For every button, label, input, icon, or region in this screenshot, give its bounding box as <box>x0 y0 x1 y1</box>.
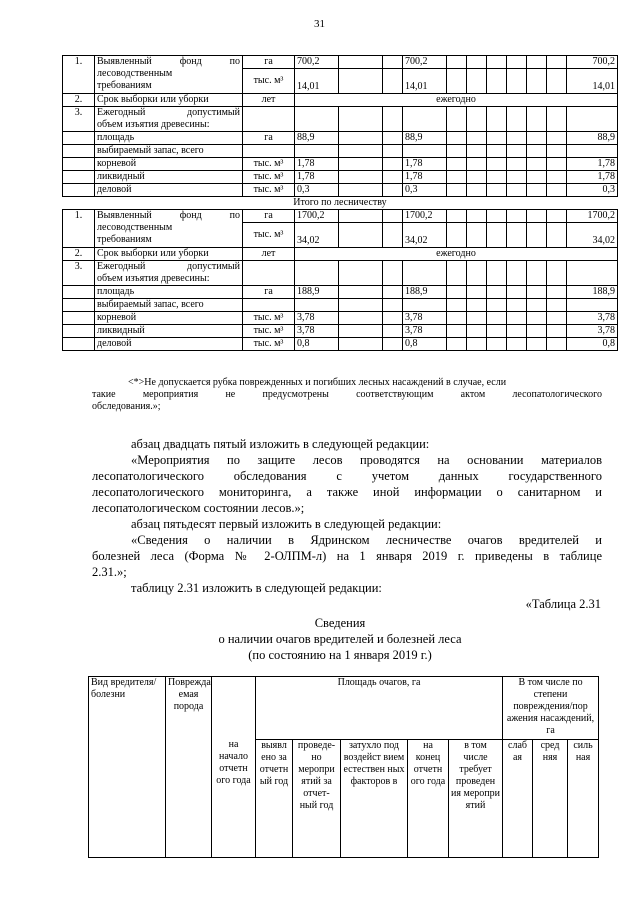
table-cell <box>527 261 547 286</box>
table-cell <box>467 325 487 338</box>
table-cell: 0,8 <box>403 338 447 351</box>
table-cell <box>507 158 527 171</box>
paragraph: болезней леса (Форма № 2-ОЛПМ-л) на 1 января 2019 г. приведены в таблице <box>92 549 602 563</box>
table-cell <box>339 223 383 248</box>
table-cell <box>547 184 567 197</box>
table-cell <box>487 261 507 286</box>
table-cell <box>63 338 95 351</box>
table-cell <box>447 145 467 158</box>
table-cell <box>295 299 339 312</box>
table-cell: деловой <box>95 338 243 351</box>
table-cell: выбираемый запас, всего <box>95 145 243 158</box>
sub-header: проведе- но меропри ятий за отчет- ный год <box>293 739 341 858</box>
table-cell: 0,3 <box>295 184 339 197</box>
table-cell <box>507 107 527 132</box>
table-cell <box>507 56 527 69</box>
table-cell: 1700,2 <box>567 210 618 223</box>
table-cell <box>507 132 527 145</box>
table-cell <box>339 184 383 197</box>
table-cell: деловой <box>95 184 243 197</box>
table-cell: 88,9 <box>567 132 618 145</box>
table-cell <box>403 299 447 312</box>
table-cell <box>487 145 507 158</box>
paragraph: абзац пятьдесят первый изложить в следующей редакции: <box>131 517 442 531</box>
table-cell <box>243 299 295 312</box>
header-degree: В том числе по степени повреждения/пор ажения насаждений, га <box>503 677 599 740</box>
table-cell: 1700,2 <box>403 210 447 223</box>
table-cell <box>527 107 547 132</box>
table-cell: выбираемый запас, всего <box>95 299 243 312</box>
table-cell <box>527 286 547 299</box>
table-cell <box>63 158 95 171</box>
table-cell: 3,78 <box>403 312 447 325</box>
table-cell: тыс. м³ <box>243 312 295 325</box>
table-cell <box>383 286 403 299</box>
table-cell <box>63 299 95 312</box>
paragraph: абзац двадцать пятый изложить в следующей редакции: <box>131 437 430 451</box>
table-cell: лет <box>243 94 295 107</box>
table-cell <box>243 107 295 132</box>
table-label: «Таблица 2.31 <box>525 597 601 611</box>
table-cell <box>467 145 487 158</box>
table-cell <box>295 261 339 286</box>
table-cell <box>527 338 547 351</box>
table-cell <box>567 299 618 312</box>
table-cell <box>295 145 339 158</box>
table-cell <box>547 132 567 145</box>
table-cell <box>547 338 567 351</box>
table-cell <box>567 261 618 286</box>
table-cell <box>339 312 383 325</box>
table-cell: 0,3 <box>403 184 447 197</box>
table-cell <box>467 158 487 171</box>
table-cell: 0,8 <box>567 338 618 351</box>
table-cell <box>63 325 95 338</box>
table-cell <box>527 56 547 69</box>
header-pest: Вид вредителя/ болезни <box>89 677 166 858</box>
table-cell <box>63 132 95 145</box>
table-cell <box>63 184 95 197</box>
table-cell <box>487 210 507 223</box>
table-cell: 3,78 <box>295 312 339 325</box>
table-cell <box>547 107 567 132</box>
table-cell: 1. <box>63 210 95 248</box>
table-cell <box>547 325 567 338</box>
table-cell <box>383 145 403 158</box>
table-cell: тыс. м³ <box>243 158 295 171</box>
table-cell <box>383 325 403 338</box>
table-cell: 700,2 <box>567 56 618 69</box>
table-cell <box>383 107 403 132</box>
table-cell <box>467 338 487 351</box>
table-cell <box>403 261 447 286</box>
table-cell <box>295 107 339 132</box>
table-cell: га <box>243 132 295 145</box>
table-cell <box>339 56 383 69</box>
table-cell <box>447 69 467 94</box>
table-cell <box>487 171 507 184</box>
table-cell <box>507 69 527 94</box>
table-cell <box>339 132 383 145</box>
table-cell <box>63 145 95 158</box>
table-cell: 1,78 <box>403 171 447 184</box>
table-cell: 700,2 <box>295 56 339 69</box>
table-cell <box>339 325 383 338</box>
table-cell: лет <box>243 248 295 261</box>
table-cell <box>339 338 383 351</box>
table-cell <box>383 261 403 286</box>
table-title: (по состоянию на 1 января 2019 г.) <box>248 648 432 662</box>
table-cell <box>507 312 527 325</box>
table-cell <box>339 145 383 158</box>
table-cell <box>547 56 567 69</box>
table-cell <box>339 286 383 299</box>
table-title: о наличии очагов вредителей и болезней леса <box>218 632 462 646</box>
table-cell: Ежегодный допустимый объем изъятия древесины: <box>95 107 243 132</box>
table-cell <box>527 325 547 338</box>
table-cell <box>487 286 507 299</box>
table-cell <box>467 132 487 145</box>
table-cell: 1,78 <box>295 158 339 171</box>
table-title: Сведения <box>314 616 366 630</box>
table-cell: 3. <box>63 107 95 132</box>
table-cell <box>467 210 487 223</box>
table-cell: тыс. м³ <box>243 325 295 338</box>
table-cell <box>487 312 507 325</box>
table-cell <box>487 132 507 145</box>
table-cell: 88,9 <box>295 132 339 145</box>
table-cell <box>339 158 383 171</box>
table-cell <box>63 286 95 299</box>
table-cell <box>487 338 507 351</box>
table-cell <box>339 210 383 223</box>
felling-volume-table <box>62 55 618 351</box>
table-cell <box>547 171 567 184</box>
table-cell <box>527 184 547 197</box>
table-cell <box>339 171 383 184</box>
table-cell: 34,02 <box>295 223 339 248</box>
table-cell <box>507 223 527 248</box>
sub-header: в том числе требует проведен ия меропри ятий <box>449 739 503 858</box>
table-cell: Срок выборки или уборки <box>95 248 243 261</box>
table-cell: площадь <box>95 286 243 299</box>
table-cell <box>383 312 403 325</box>
table-cell <box>447 171 467 184</box>
table-cell <box>383 299 403 312</box>
table-cell <box>383 69 403 94</box>
table-cell <box>527 223 547 248</box>
table-cell <box>447 299 467 312</box>
table-cell: 2. <box>63 248 95 261</box>
table-cell <box>403 145 447 158</box>
paragraph: лесопатологическом состоянии лесов.»; <box>92 501 305 515</box>
table-cell <box>487 184 507 197</box>
table-cell <box>527 132 547 145</box>
table-cell <box>547 69 567 94</box>
table-cell <box>507 210 527 223</box>
table-cell <box>447 132 467 145</box>
table-cell: ликвидный <box>95 325 243 338</box>
table-cell <box>243 261 295 286</box>
table-cell: 3. <box>63 261 95 286</box>
table-cell <box>547 261 567 286</box>
table-cell <box>547 223 567 248</box>
table-cell <box>467 299 487 312</box>
table-cell <box>383 158 403 171</box>
table-cell <box>447 158 467 171</box>
table-cell <box>527 299 547 312</box>
header-breed: Поврежда емая порода <box>166 677 212 858</box>
table-cell: тыс. м³ <box>243 171 295 184</box>
table-cell: 1700,2 <box>295 210 339 223</box>
table-cell <box>507 325 527 338</box>
table-cell: 188,9 <box>295 286 339 299</box>
table-cell <box>447 210 467 223</box>
sub-header: слаб ая <box>503 739 533 858</box>
table-cell <box>447 286 467 299</box>
table-cell: 34,02 <box>567 223 618 248</box>
paragraph: «Мероприятия по защите лесов проводятся на основании материалов <box>131 453 602 467</box>
table-cell: 3,78 <box>295 325 339 338</box>
table-cell: 14,01 <box>567 69 618 94</box>
table-cell <box>467 223 487 248</box>
table-cell: 1,78 <box>295 171 339 184</box>
table-cell <box>467 184 487 197</box>
table-cell <box>487 158 507 171</box>
table-cell <box>507 171 527 184</box>
table-cell: ежегодно <box>295 248 618 261</box>
table-cell: Ежегодный допустимый объем изъятия древесины: <box>95 261 243 286</box>
table-cell: Срок выборки или уборки <box>95 94 243 107</box>
paragraph: таблицу 2.31 изложить в следующей редакции: <box>131 581 382 595</box>
page-number: 31 <box>314 18 325 30</box>
table-cell <box>547 286 567 299</box>
table-cell <box>447 107 467 132</box>
table-cell <box>487 299 507 312</box>
table-cell <box>487 56 507 69</box>
table-cell <box>403 107 447 132</box>
table-cell <box>447 338 467 351</box>
table-cell <box>339 261 383 286</box>
table-cell <box>547 312 567 325</box>
table-cell <box>547 299 567 312</box>
table-cell: Выявленный фонд по лесоводственным требованиям <box>95 210 243 248</box>
table-cell: 88,9 <box>403 132 447 145</box>
table-cell: корневой <box>95 312 243 325</box>
sub-header: силь ная <box>568 739 599 858</box>
table-cell <box>339 299 383 312</box>
table-cell: га <box>243 56 295 69</box>
table-cell: тыс. м³ <box>243 69 295 94</box>
table-cell: 2. <box>63 94 95 107</box>
table-cell: тыс. м³ <box>243 184 295 197</box>
table-cell <box>243 145 295 158</box>
table-cell <box>527 312 547 325</box>
pest-foci-table <box>88 676 599 858</box>
table-cell <box>383 171 403 184</box>
table-cell: 0,3 <box>567 184 618 197</box>
table-cell <box>547 210 567 223</box>
table-cell <box>63 171 95 184</box>
table-cell: Выявленный фонд по лесоводственным требованиям <box>95 56 243 94</box>
table-cell <box>383 210 403 223</box>
table-cell <box>507 286 527 299</box>
table-cell <box>339 69 383 94</box>
table-cell <box>63 312 95 325</box>
table-cell <box>383 184 403 197</box>
table-cell <box>487 325 507 338</box>
sub-header: выявл ено за отчетн ый год <box>256 739 293 858</box>
table-cell: 1,78 <box>567 171 618 184</box>
table-cell <box>467 171 487 184</box>
table-cell <box>547 145 567 158</box>
table-cell <box>447 184 467 197</box>
table-cell <box>507 145 527 158</box>
table-cell: 700,2 <box>403 56 447 69</box>
paragraph: «Сведения о наличии в Ядринском лесничестве очагов вредителей и <box>131 533 602 547</box>
table-cell <box>447 223 467 248</box>
table-cell <box>487 69 507 94</box>
table-cell: га <box>243 286 295 299</box>
table-cell <box>527 171 547 184</box>
table-cell <box>527 145 547 158</box>
table-cell: 1,78 <box>567 158 618 171</box>
table-cell: корневой <box>95 158 243 171</box>
table-cell <box>467 261 487 286</box>
table-cell: 1. <box>63 56 95 94</box>
table-cell <box>339 107 383 132</box>
table-cell: тыс. м³ <box>243 338 295 351</box>
table-cell <box>447 325 467 338</box>
table-cell: 188,9 <box>567 286 618 299</box>
table-cell <box>467 286 487 299</box>
table-cell <box>567 145 618 158</box>
table-cell <box>507 338 527 351</box>
table-cell: 188,9 <box>403 286 447 299</box>
table-cell <box>527 210 547 223</box>
table-cell <box>383 338 403 351</box>
sub-header: на начало отчетн ого года <box>212 739 256 858</box>
table-cell <box>447 56 467 69</box>
sub-header: сред няя <box>533 739 568 858</box>
table-cell: 3,78 <box>567 325 618 338</box>
table-cell <box>567 107 618 132</box>
table-cell <box>547 158 567 171</box>
sub-header: затухло под воздейст вием естествен ных факторов в <box>341 739 408 858</box>
table-cell <box>507 184 527 197</box>
table-cell <box>467 312 487 325</box>
table-cell <box>383 56 403 69</box>
table-cell: 34,02 <box>403 223 447 248</box>
table-cell: 14,01 <box>295 69 339 94</box>
paragraph: 2.31.»; <box>92 565 127 579</box>
table-cell: 14,01 <box>403 69 447 94</box>
table-cell <box>487 223 507 248</box>
table-cell <box>467 69 487 94</box>
table-cell <box>467 107 487 132</box>
paragraph: лесопатологического обследования с учетом данных государственного <box>92 469 602 483</box>
table-cell <box>383 223 403 248</box>
table-cell: га <box>243 210 295 223</box>
table-cell <box>383 132 403 145</box>
table-cell <box>447 261 467 286</box>
table-cell <box>487 107 507 132</box>
table-cell <box>467 56 487 69</box>
table-cell <box>507 299 527 312</box>
footnote: <*>Не допускается рубка поврежденных и погибших лесных насаждений в случае, если такие мероприятия не предусмотрены соответствующим актом лесопатологического обследования.»; <box>92 377 602 412</box>
table-cell <box>507 261 527 286</box>
paragraph: лесопатологического мониторинга, а также иной информации о санитарном и <box>92 485 602 499</box>
header-area: Площадь очагов, га <box>256 677 503 740</box>
table-cell <box>447 312 467 325</box>
table-cell <box>527 69 547 94</box>
table-cell: ликвидный <box>95 171 243 184</box>
table-cell: Итого по лесничеству <box>293 197 387 208</box>
sub-header: на конец отчетн ого года <box>408 739 449 858</box>
table-cell: 3,78 <box>567 312 618 325</box>
table-cell: 0,8 <box>295 338 339 351</box>
table-cell: тыс. м³ <box>243 223 295 248</box>
table-cell: площадь <box>95 132 243 145</box>
table-cell: 3,78 <box>403 325 447 338</box>
table-cell: ежегодно <box>295 94 618 107</box>
table-cell <box>527 158 547 171</box>
table-cell: 1,78 <box>403 158 447 171</box>
